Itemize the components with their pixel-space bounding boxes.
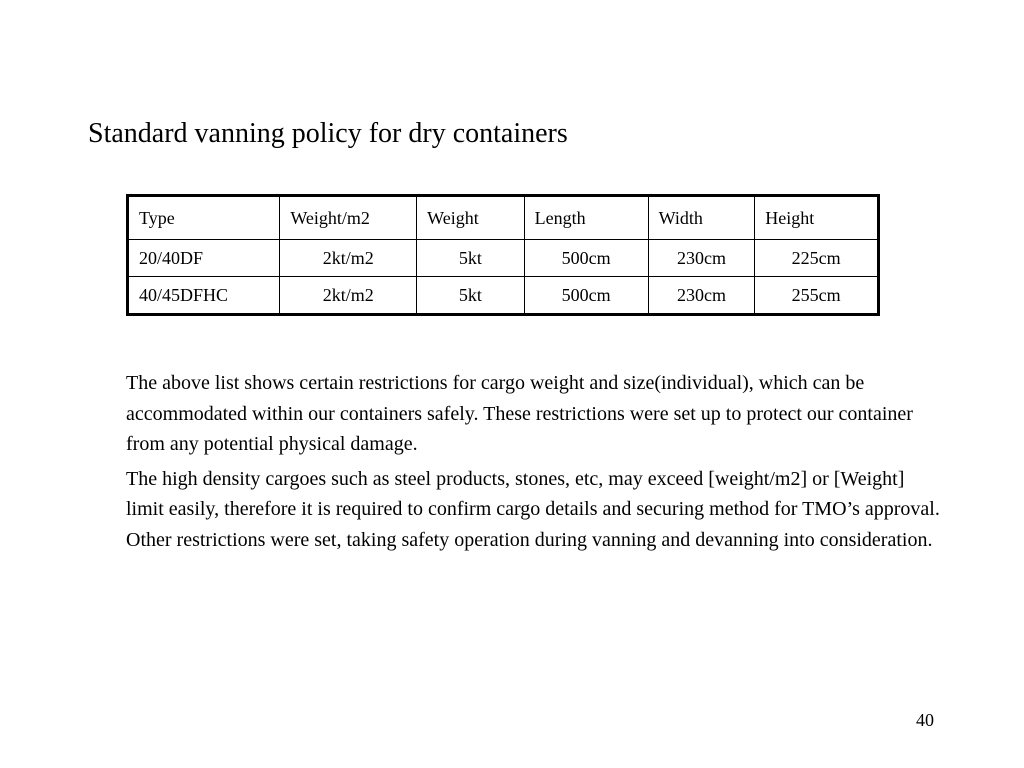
paragraph-high-density: The high density cargoes such as steel products, stones, etc, may exceed [weight/m2] or [Weight] limit easily, therefore it is required to confirm cargo details and securing method for TMO’s approval. Other restrictions were set, taking safety operation during vanning and devanning into consideration.: [126, 467, 940, 551]
cell-length: 500cm: [524, 240, 648, 277]
cell-weight-per-m2: 2kt/m2: [280, 277, 417, 315]
header-length: Length: [524, 196, 648, 240]
table-row: [128, 277, 879, 315]
page-number: 40: [916, 710, 934, 730]
header-width: Width: [648, 196, 755, 240]
cell-weight: 5kt: [417, 240, 525, 277]
vanning-policy-table: [126, 194, 880, 316]
header-height: Height: [755, 196, 879, 240]
cell-weight: 5kt: [417, 277, 525, 315]
header-weight: Weight: [417, 196, 525, 240]
paragraph-restrictions: The above list shows certain restrictions for cargo weight and size(individual), which can be accommodated within our containers safely. These restrictions were set up to protect our container from any potential physical damage.: [126, 372, 913, 455]
cell-type: 40/45DFHC: [128, 277, 280, 315]
cell-height: 225cm: [755, 240, 879, 277]
cell-type: 20/40DF: [128, 240, 280, 277]
slide-title: Standard vanning policy for dry containers: [88, 118, 568, 149]
header-weight-per-m2: Weight/m2: [280, 196, 417, 240]
cell-length: 500cm: [524, 277, 648, 315]
cell-width: 230cm: [648, 277, 755, 315]
table-row: [128, 240, 879, 277]
header-type: Type: [128, 196, 280, 240]
cell-height: 255cm: [755, 277, 879, 315]
body-text: [126, 368, 946, 559]
cell-width: 230cm: [648, 240, 755, 277]
cell-weight-per-m2: 2kt/m2: [280, 240, 417, 277]
table-header-row: [128, 196, 879, 240]
